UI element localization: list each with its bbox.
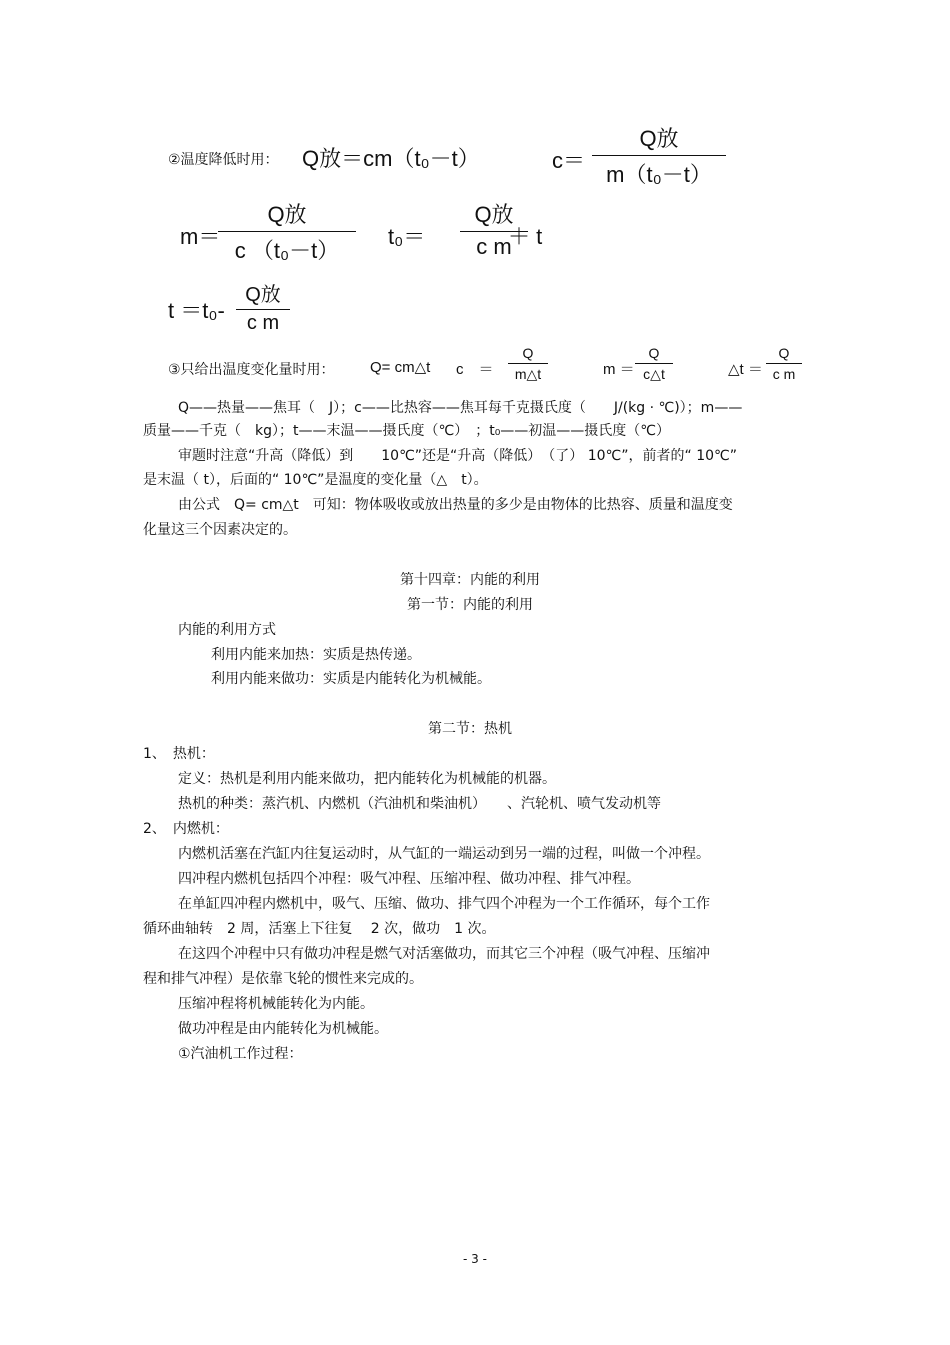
fraction-m-numerator: Q放: [267, 202, 307, 227]
chapter-title: 第十四章：内能的利用: [400, 572, 540, 588]
formula-heat-delta: Q= cm△t: [370, 359, 431, 376]
item-2-heading: 2、 内燃机：: [143, 821, 229, 837]
use-work: 利用内能来做功：实质是内能转化为机械能。: [211, 671, 491, 687]
compression-stroke: 压缩冲程将机械能转化为内能。: [178, 996, 374, 1012]
fraction-3-dt-numerator: Q: [778, 345, 790, 361]
use-heating: 利用内能来加热：实质是热传递。: [211, 647, 421, 663]
formula3-dt-lhs: △t ＝: [728, 361, 763, 378]
fraction-c-numerator: Q放: [639, 126, 679, 151]
cycle-line-2: 循环曲轴转 2 周，活塞上下往复 2 次，做功 1 次。: [143, 921, 496, 937]
formula3-c-lhs: c ＝: [456, 361, 494, 378]
four-strokes: 四冲程内燃机包括四个冲程：吸气冲程、压缩冲程、做功冲程、排气冲程。: [178, 871, 640, 887]
fraction-bar: [236, 309, 290, 310]
formula3-m-lhs: m ＝: [603, 361, 635, 378]
formula-c-lhs: c＝: [552, 148, 586, 173]
fraction-3-m: [635, 345, 673, 383]
cycle-line-1: 在单缸四冲程内燃机中，吸气、压缩、做功、排气四个冲程为一个工作循环，每个工作: [178, 896, 710, 912]
gasoline-engine-process: ①汽油机工作过程：: [178, 1046, 303, 1062]
conclusion-line-1: 由公式 Q= cm△t 可知：物体吸收或放出热量的多少是由物体的比热容、质量和温度变: [178, 497, 733, 513]
formula-m-lhs: m＝: [180, 224, 221, 249]
heat-engine-definition: 定义：热机是利用内能来做功，把内能转化为机械能的机器。: [178, 771, 556, 787]
fraction-bar: [592, 155, 726, 156]
formula-heat-released: Q放＝cm（t₀－t）: [302, 146, 480, 171]
item-1-heading: 1、 热机：: [143, 746, 215, 762]
note-line-2: 是末温（ t），后面的“ 10℃”是温度的变化量（△ t）。: [143, 472, 488, 488]
fraction-3-dt: [766, 345, 802, 382]
heat-engine-kinds: 热机的种类：蒸汽机、内燃机（汽油机和柴油机） 、汽轮机、喷气发动机等: [178, 796, 661, 812]
fraction-3-c-numerator: Q: [522, 345, 534, 361]
fraction-m-denominator: c （t₀－t）: [234, 238, 340, 263]
fraction-t0-denominator: c m: [476, 234, 512, 259]
fraction-c: [592, 122, 726, 189]
fraction-t0-numerator: Q放: [474, 202, 514, 227]
power-stroke: 做功冲程是由内能转化为机械能。: [178, 1021, 388, 1037]
fraction-c-denominator: m（t₀－t）: [606, 162, 712, 187]
formula-3-label: ③只给出温度变化量时用：: [168, 362, 335, 378]
inertia-line-2: 程和排气冲程）是依靠飞轮的惯性来完成的。: [143, 971, 423, 987]
section-2-title: 第二节：热机: [428, 721, 512, 737]
section-1-title: 第一节：内能的利用: [407, 597, 533, 613]
fraction-bar: [218, 231, 356, 232]
formula-2-label: ②温度降低时用：: [168, 152, 279, 168]
fraction-m: [218, 198, 356, 265]
page-number: - 3 -: [463, 1252, 487, 1266]
fraction-bar: [635, 363, 673, 364]
formula-t0-tail: ＋ t: [508, 224, 543, 249]
fraction-bar: [508, 363, 548, 364]
note-line-1: 审题时注意“升高（降低）到 10℃”还是“升高（降低） （了） 10℃”，前者的“ 10℃”: [178, 448, 738, 464]
symbols-line-2: 质量——千克（ kg）；t——末温——摄氏度（℃） ；t₀——初温——摄氏度（℃）: [143, 423, 671, 439]
symbols-line-1: Q——热量——焦耳（ J）；c——比热容——焦耳每千克摄氏度（ J/(kg · ℃)）；m——: [178, 400, 743, 416]
fraction-3-dt-denominator: c m: [772, 366, 796, 382]
fraction-t: [236, 278, 290, 335]
stroke-definition: 内燃机活塞在汽缸内往复运动时，从气缸的一端运动到另一端的过程，叫做一个冲程。: [178, 846, 710, 862]
formula-t-lhs: t ＝t₀-: [168, 298, 225, 323]
fraction-3-m-denominator: c△t: [643, 366, 665, 382]
formula-t0-lhs: t₀＝: [388, 224, 426, 249]
fraction-3-m-numerator: Q: [648, 345, 660, 361]
conclusion-line-2: 化量这三个因素决定的。: [143, 522, 297, 538]
use-ways-title: 内能的利用方式: [178, 622, 276, 638]
fraction-3-c: [508, 345, 548, 383]
fraction-t-numerator: Q放: [245, 284, 281, 306]
inertia-line-1: 在这四个冲程中只有做功冲程是燃气对活塞做功，而其它三个冲程（吸气冲程、压缩冲: [178, 946, 710, 962]
fraction-bar: [766, 363, 802, 364]
fraction-3-c-denominator: m△t: [514, 366, 542, 382]
fraction-t-denominator: c m: [246, 312, 280, 334]
